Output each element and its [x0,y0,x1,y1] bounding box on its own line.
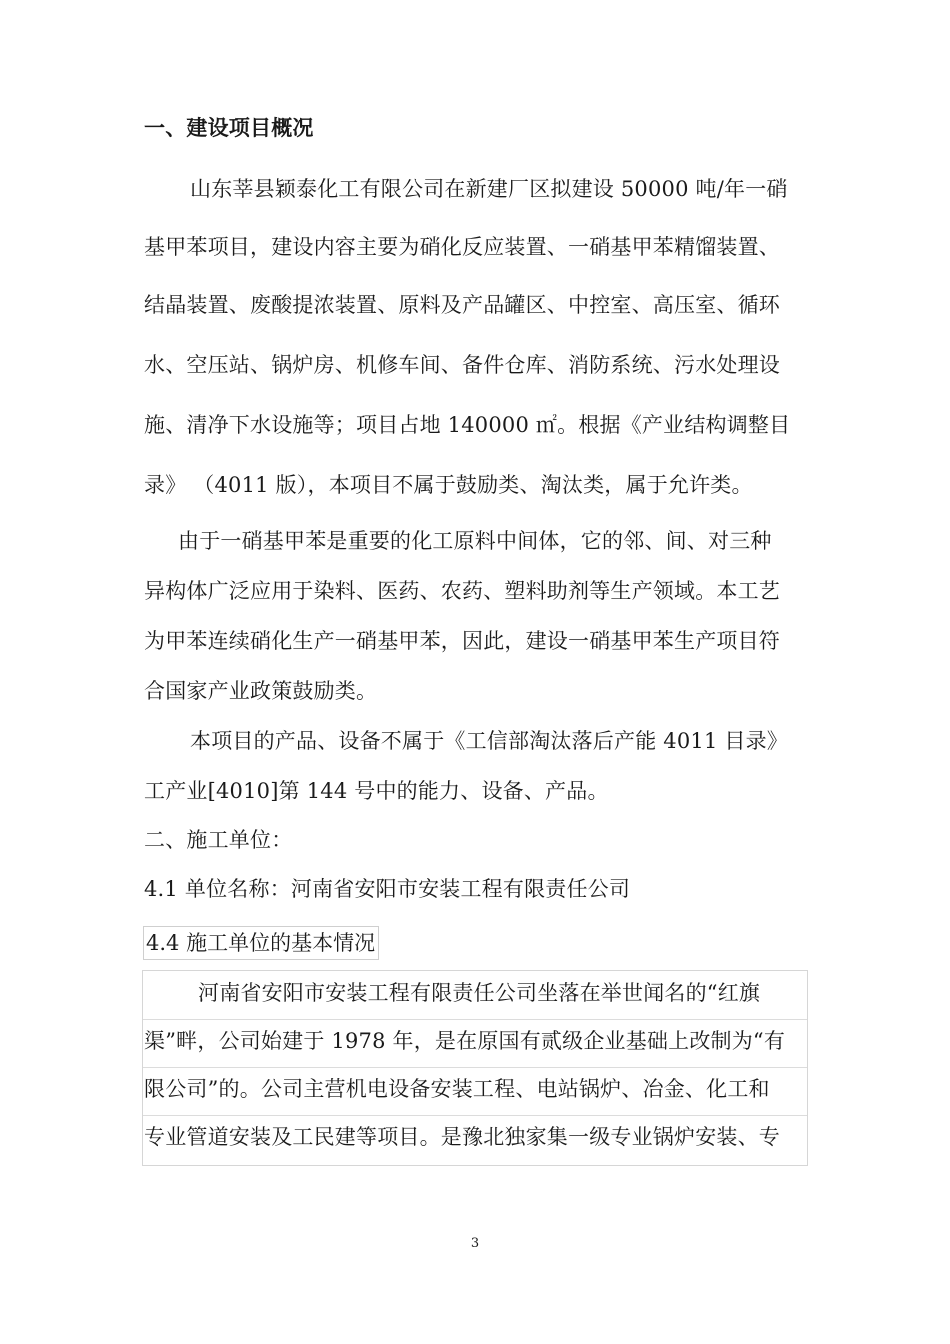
paragraph-line: 限公司”的。公司主营机电设备安装工程、电站锅炉、冶金、化工和 [144,1077,770,1101]
unit-name-line: 4.1 单位名称：河南省安阳市安装工程有限责任公司 [144,877,631,901]
paragraph-line: 录》 （4011 版），本项目不属于鼓励类、淘汰类，属于允许类。 [144,473,753,497]
paragraph-line: 河南省安阳市安装工程有限责任公司坐落在举世闻名的“红旗 [198,981,761,1005]
paragraph-line: 山东莘县颖泰化工有限公司在新建厂区拟建设 50000 吨/年一硝 [190,177,788,201]
paragraph-line: 渠”畔，公司始建于 1978 年，是在原国有贰级企业基础上改制为“有 [144,1029,786,1053]
page-number: 3 [470,1236,480,1251]
paragraph-line: 施、清净下水设施等；项目占地 140000 ㎡。根据《产业结构调整目 [144,413,791,437]
paragraph-line: 异构体广泛应用于染料、医药、农药、塑料助剂等生产领域。本工艺 [144,579,780,603]
section-heading-construction-unit: 二、施工单位： [144,828,293,852]
section-heading-project-overview: 一、建设项目概况 [144,115,314,140]
paragraph-line: 基甲苯项目，建设内容主要为硝化反应装置、一硝基甲苯精馏装置、 [144,235,780,259]
paragraph-line: 本项目的产品、设备不属于《工信部淘汰落后产能 4011 目录》 [190,729,788,753]
paragraph-line: 工产业[4010]第 144 号中的能力、设备、产品。 [144,779,609,803]
paragraph-line: 合国家产业政策鼓励类。 [144,679,378,703]
box-row-divider [143,1067,807,1068]
paragraph-line: 为甲苯连续硝化生产一硝基甲苯，因此，建设一硝基甲苯生产项目符 [144,629,780,653]
paragraph-line: 专业管道安装及工民建等项目。是豫北独家集一级专业锅炉安装、专 [144,1125,780,1149]
basic-info-title: 4.4 施工单位的基本情况 [143,926,379,960]
box-row-divider [143,1019,807,1020]
box-row-divider [143,1115,807,1116]
paragraph-line: 水、空压站、锅炉房、机修车间、备件仓库、消防系统、污水处理设 [144,353,780,377]
paragraph-line: 由于一硝基甲苯是重要的化工原料中间体，它的邻、间、对三种 [178,529,772,553]
paragraph-line: 结晶装置、废酸提浓装置、原料及产品罐区、中控室、高压室、循环 [144,293,780,317]
